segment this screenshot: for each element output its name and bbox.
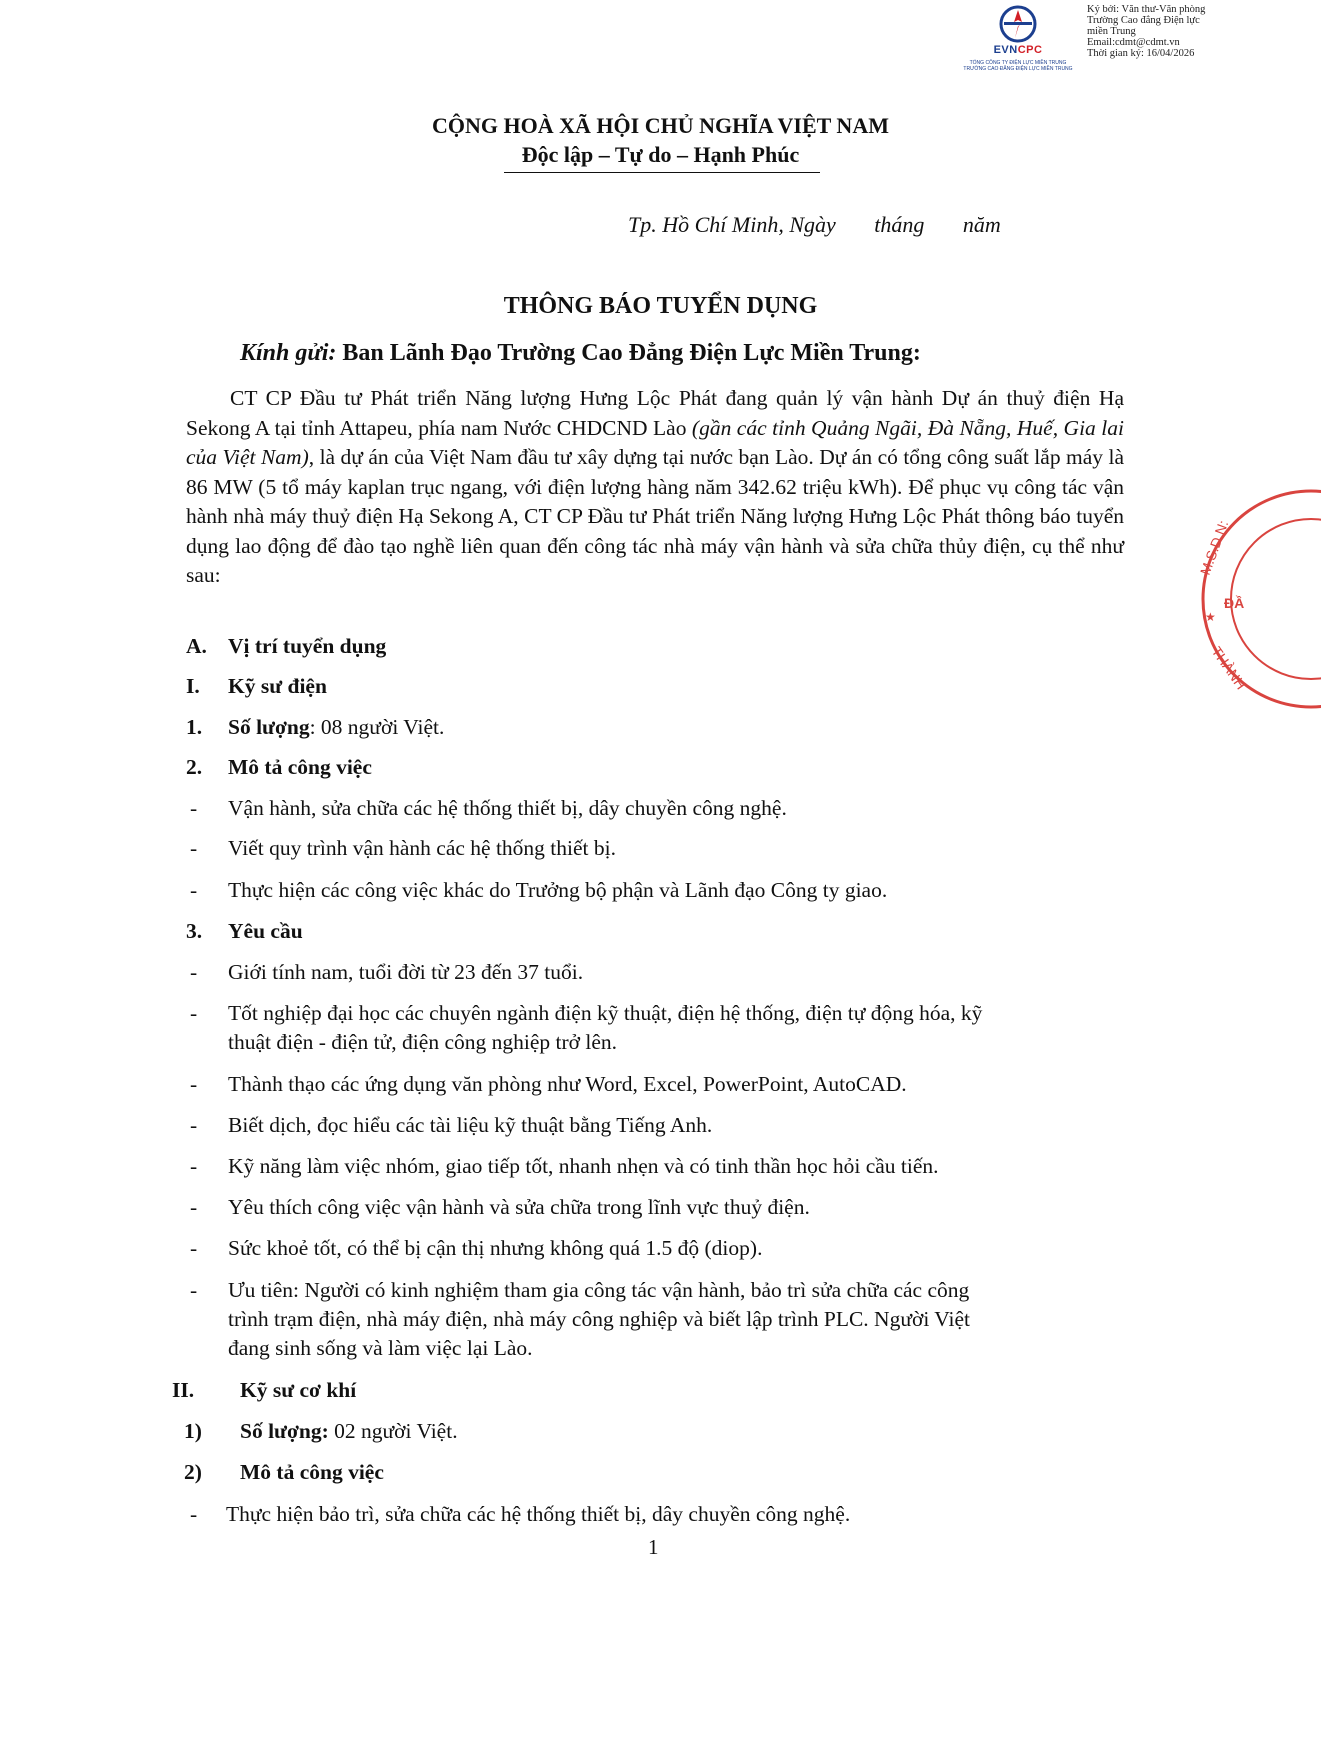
logo-brand: EVNCPC [993,44,1043,56]
signing-time: Thời gian ký: 16/04/2026 [1087,48,1195,59]
evncpc-logo [948,2,1088,76]
national-title: CỘNG HOÀ XÃ HỘI CHỦ NGHĨA VIỆT NAM [432,113,889,138]
national-motto: Độc lập – Tự do – Hạnh Phúc [521,142,800,167]
page-number: 1 [648,1535,659,1559]
logo-subtitle-1: TỔNG CÔNG TY ĐIỆN LỰC MIỀN TRUNG [969,60,1067,66]
intro-paragraph: CT CP Đầu tư Phát triển Năng lượng Hưng Lộc Phát đang quản lý vận hành Dự án thuỷ điện Hạ Sekong A tại tỉnh Attapeu, phía nam Nước CHDCND Lào (gần các tỉnh Quảng Ngãi, Đà Nẵng, Huế, Gia lai của Việt Nam), là dự án của Việt Nam đầu tư xây dựng tại nước bạn Lào. Dự án có tổng công suất lắp máy là 86 MW (5 tổ máy kaplan trục ngang, với điện lượng hàng năm 342.62 triệu kWh). Để phục vụ công tác vận hành nhà máy thuỷ điện Hạ Sekong A, CT CP Đầu tư Phát triển Năng lượng Hưng Lộc Phát thông báo tuyển dụng lao động để đào tạo nghề liên quan đến công tác nhà máy vận hành và sửa chữa thủy điện, cụ thể như sau: [186,386,1124,587]
stamp-text-3: THÀNH [1208,643,1250,693]
recipient-label: Kính gửi: [240,340,337,366]
evn-emblem-icon [998,4,1038,44]
signer: Ký bởi: Văn thư-Văn phòng [1087,4,1206,15]
motto-underline [504,172,820,173]
document-title: THÔNG BÁO TUYỂN DỤNG [503,293,818,319]
signer-org: Trường Cao đẳng Điện lực [1087,15,1200,26]
recipient-name: Ban Lãnh Đạo Trường Cao Đẳng Điện Lực Miền Trung: [342,340,921,366]
place-date: Tp. Hồ Chí Minh, Ngày tháng năm [628,212,1001,237]
company-stamp [1191,486,1250,712]
stamp-text-1: M.S.D.N: [1196,518,1232,578]
signer-org-2: miền Trung [1087,26,1136,37]
logo-subtitle-2: TRƯỜNG CAO ĐẲNG ĐIỆN LỰC MIỀN TRUNG [963,66,1073,72]
stamp-text-2: ĐẦ [1224,595,1245,611]
stamp-star: ★ [1205,610,1216,624]
digital-signature-info [1087,4,1237,59]
recipient-line [240,340,921,367]
signer-email: Email:cdmt@cdmt.vn [1087,37,1180,48]
